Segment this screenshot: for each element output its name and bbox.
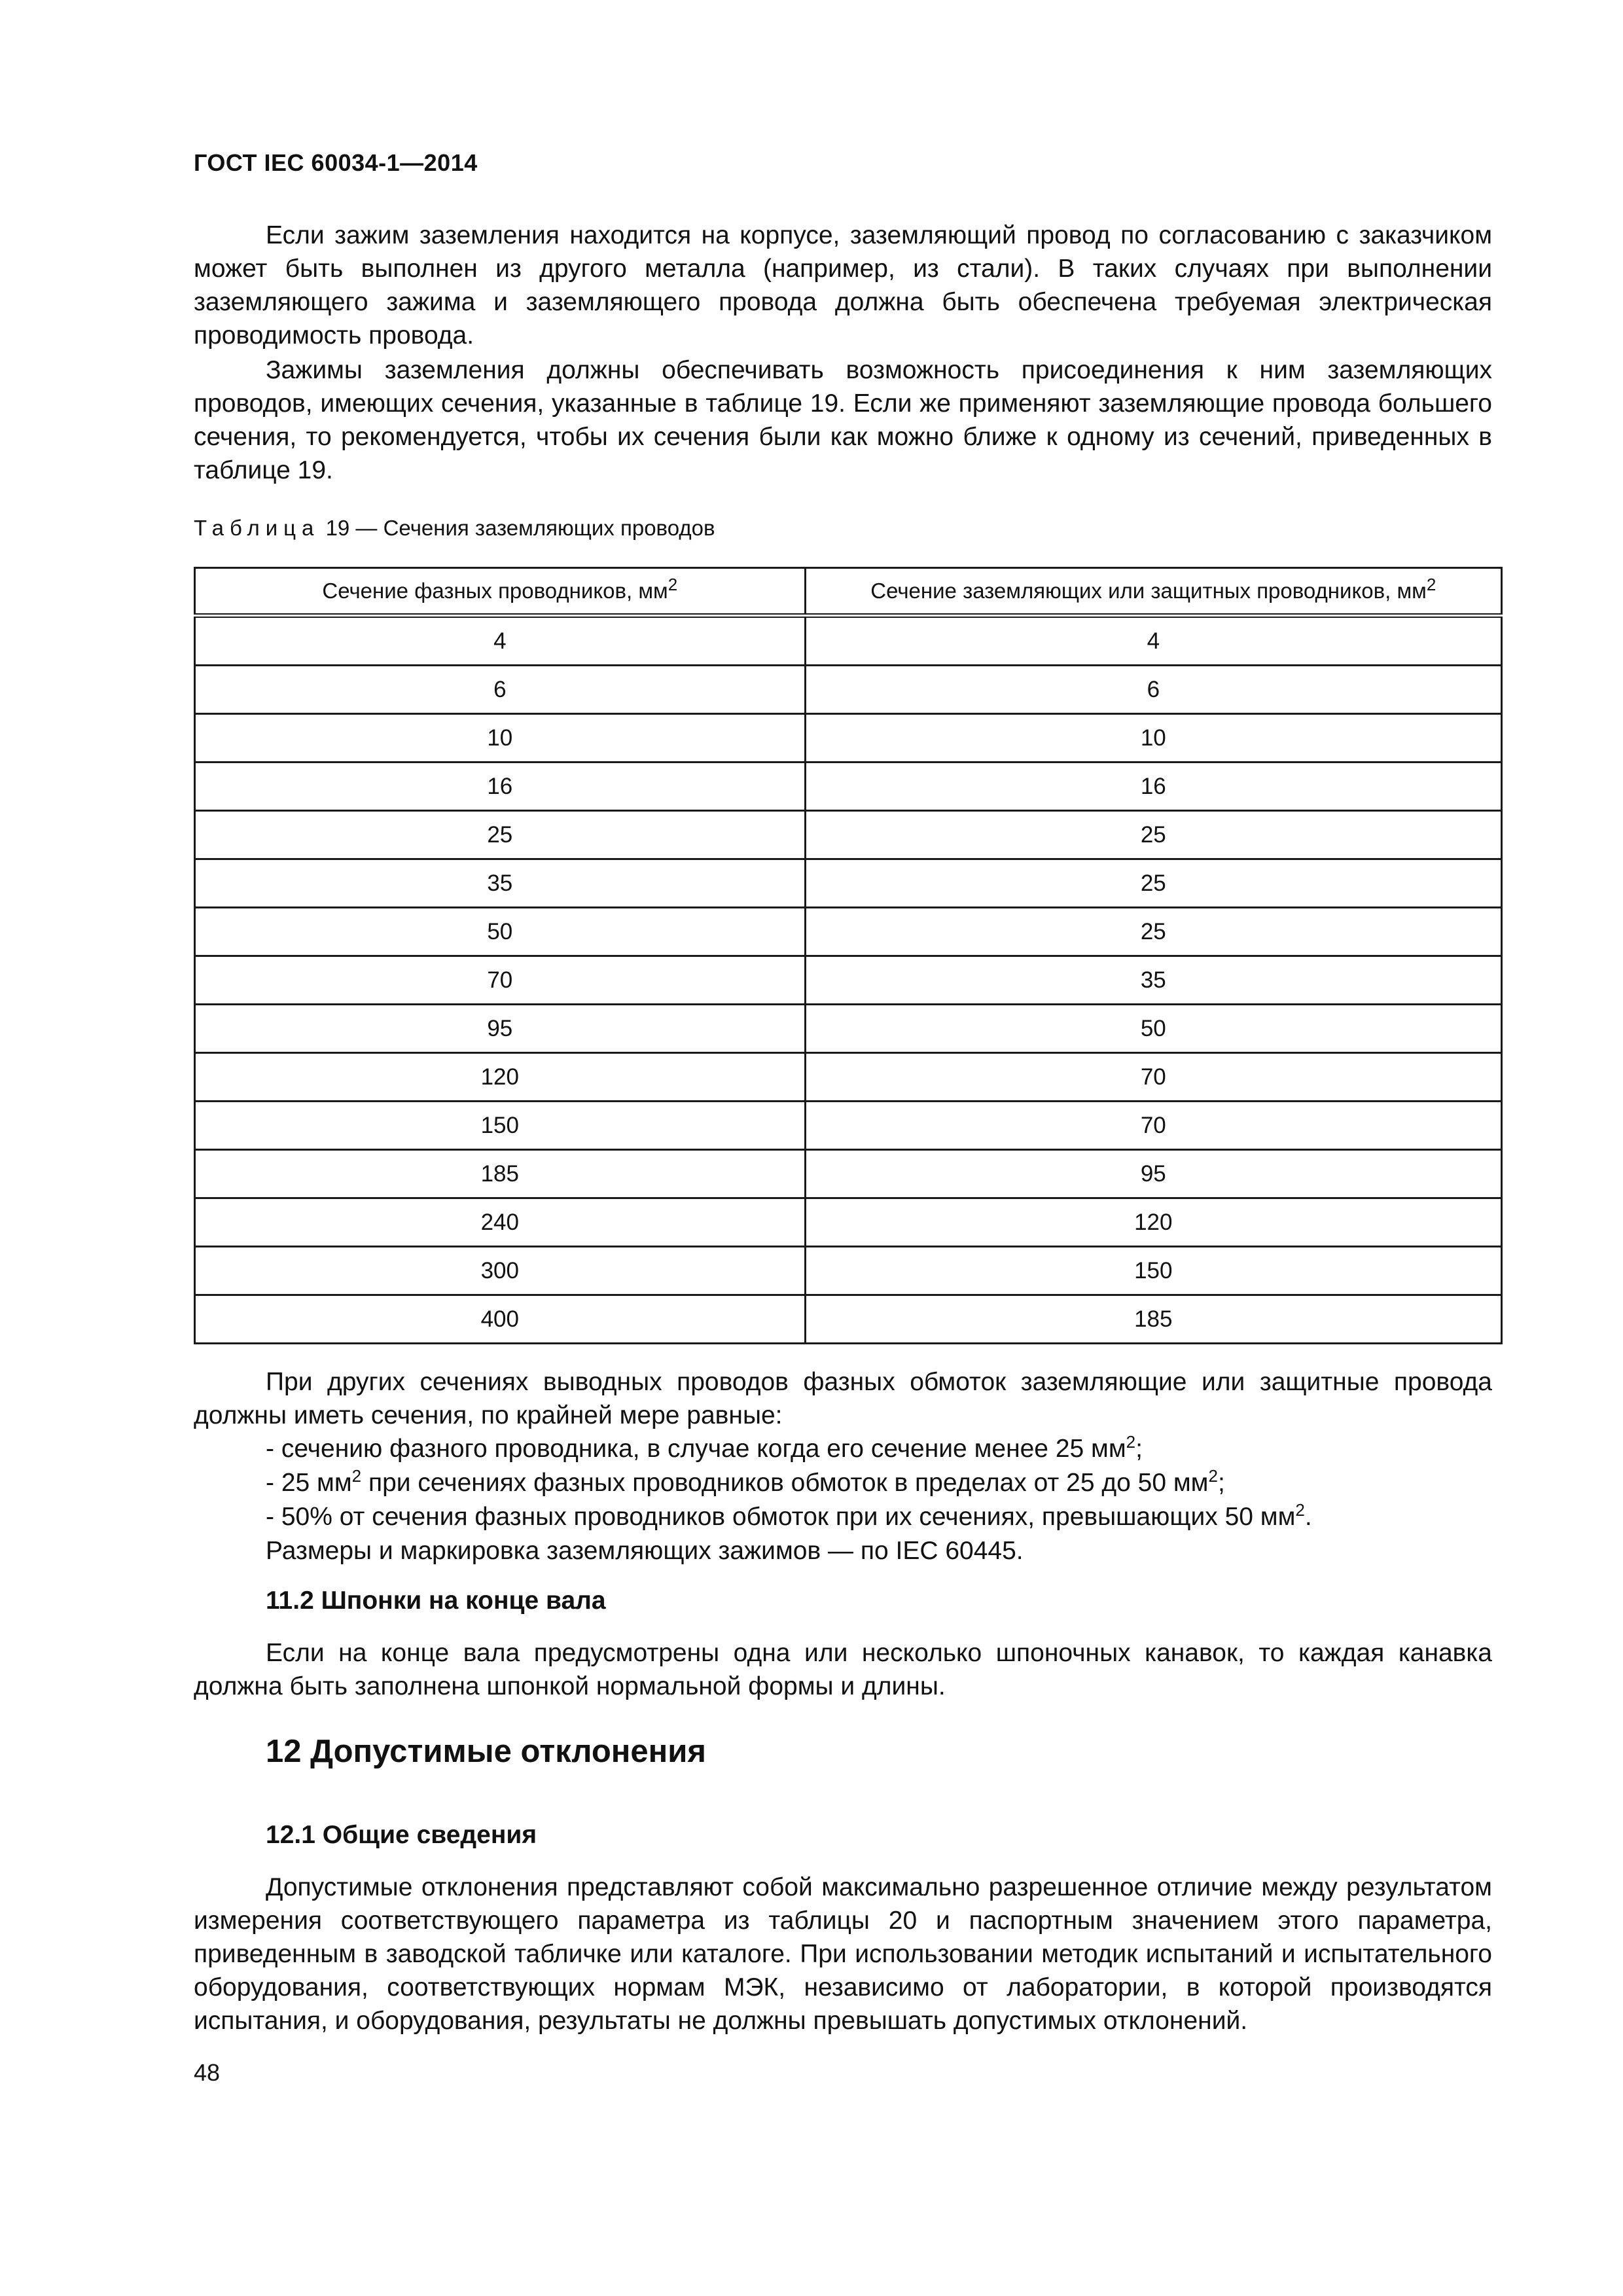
table-cell: 185: [805, 1295, 1501, 1344]
column-header-phase-text: Сечение фазных проводников, мм: [322, 579, 668, 603]
column-header-grounding: [805, 568, 1501, 616]
superscript: 2: [351, 1466, 362, 1486]
table-cell: 16: [195, 762, 806, 811]
superscript: 2: [1126, 1432, 1136, 1452]
superscript: 2: [668, 575, 678, 594]
grounding-conductor-table: [194, 567, 1503, 1344]
table-cell: 70: [805, 1053, 1501, 1102]
table-caption-text: 19 — Сечения заземляющих проводов: [325, 516, 715, 540]
table-row: [195, 1053, 1502, 1102]
table-caption: [194, 516, 715, 541]
section-heading-11-2: 11.2 Шпонки на конце вала: [266, 1587, 606, 1615]
table-cell: 25: [805, 811, 1501, 859]
table-cell: 70: [195, 956, 806, 1005]
table-cell: 4: [805, 616, 1501, 666]
table-cell: 25: [805, 859, 1501, 908]
table-cell: 95: [195, 1005, 806, 1053]
paragraph-other-sections: При других сечениях выводных проводов фазных обмоток заземляющие или защитные провода должны иметь сечения, по крайней мере равные:: [194, 1368, 1492, 1429]
table-row: [195, 1247, 1502, 1295]
table-cell: 120: [805, 1198, 1501, 1247]
table-cell: 50: [805, 1005, 1501, 1053]
table-row: [195, 762, 1502, 811]
table-cell: 10: [805, 714, 1501, 762]
table-cell: 16: [805, 762, 1501, 811]
table-header-row: [195, 568, 1502, 616]
table-row: [195, 956, 1502, 1005]
list-item-text: при сечениях фазных проводников обмоток в пределах от 25 до 50 мм: [361, 1469, 1209, 1497]
table-cell: 95: [805, 1150, 1501, 1198]
table-cell: 35: [195, 859, 806, 908]
list-item-text: - 50% от сечения фазных проводников обмоток при их сечениях, превышающих 50 мм: [266, 1503, 1296, 1531]
table-cell: 150: [195, 1102, 806, 1150]
table-row: [195, 666, 1502, 714]
paragraph-tolerances: Допустимые отклонения представляют собой максимально разрешенное отличие между результатом измерения соответствующего параметра из таблицы 20 и паспортным значением этого параметра, приведенным в заводской табличке или каталоге. При использовании методик испытаний и испытательного оборудования, соответствующих нормам МЭК, независимо от лаборатории, в которой производятся испытания, и оборудования, результаты не должны превышать допустимых отклонений.: [194, 1873, 1492, 2035]
superscript: 2: [1426, 575, 1436, 594]
table-cell: 10: [195, 714, 806, 762]
table-row: [195, 1150, 1502, 1198]
table-cell: 50: [195, 908, 806, 956]
paragraph-shaft-keys: Если на конце вала предусмотрены одна или несколько шпоночных канавок, то каждая канавка должна быть заполнена шпонкой нормальной формы и длины.: [194, 1639, 1492, 1700]
list-item: [266, 1432, 1143, 1465]
table-cell: 300: [195, 1247, 806, 1295]
table-cell: 6: [195, 666, 806, 714]
table-row: [195, 1295, 1502, 1344]
document-header: ГОСТ IEC 60034-1—2014: [194, 149, 478, 176]
marking-reference-line: Размеры и маркировка заземляющих зажимов — по IEC 60445.: [266, 1537, 1024, 1565]
list-item-text: ;: [1217, 1469, 1225, 1497]
table-row: [195, 908, 1502, 956]
table-cell: 185: [195, 1150, 806, 1198]
paragraph-grounding-case: Если зажим заземления находится на корпусе, заземляющий провод по согласованию с заказчиком может быть выполнен из другого металла (например, из стали). В таких случаях при выполнении заземляющего зажима и заземляющего провода должна быть обеспечена требуемая электрическая проводимость провода.: [194, 221, 1492, 350]
section-heading-12-1: 12.1 Общие сведения: [266, 1821, 537, 1849]
paragraph-grounding-terminals: Зажимы заземления должны обеспечивать возможность присоединения к ним заземляющих проводов, имеющих сечения, указанные в таблице 19. Если же применяют заземляющие провода большего сечения, то рекомендуется, чтобы их сечения были как можно ближе к одному из сечений, приведенных в таблице 19.: [194, 356, 1492, 484]
table-row: [195, 1198, 1502, 1247]
table-cell: 25: [805, 908, 1501, 956]
table-cell: 240: [195, 1198, 806, 1247]
column-header-grounding-text: Сечение заземляющих или защитных проводников, мм: [870, 579, 1427, 603]
list-item-text: - сечению фазного проводника, в случае когда его сечение менее 25 мм: [266, 1435, 1126, 1463]
table-cell: 150: [805, 1247, 1501, 1295]
table-row: [195, 811, 1502, 859]
column-header-phase: [195, 568, 806, 616]
page-number: 48: [194, 2059, 221, 2086]
table-row: [195, 714, 1502, 762]
table-cell: 25: [195, 811, 806, 859]
table-cell: 6: [805, 666, 1501, 714]
list-item-text: ;: [1135, 1435, 1143, 1463]
table-row: [195, 1102, 1502, 1150]
superscript: 2: [1208, 1466, 1218, 1486]
list-item: [266, 1500, 1312, 1534]
table-row: [195, 616, 1502, 666]
list-item: [266, 1466, 1225, 1499]
table-row: [195, 1005, 1502, 1053]
table-row: [195, 859, 1502, 908]
section-heading-12: 12 Допустимые отклонения: [266, 1734, 706, 1769]
superscript: 2: [1295, 1500, 1305, 1520]
table-cell: 400: [195, 1295, 806, 1344]
table-caption-label: Таблица: [194, 516, 320, 540]
table-cell: 120: [195, 1053, 806, 1102]
table-cell: 35: [805, 956, 1501, 1005]
list-item-text: - 25 мм: [266, 1469, 352, 1497]
table-cell: 70: [805, 1102, 1501, 1150]
table-cell: 4: [195, 616, 806, 666]
list-item-text: .: [1304, 1503, 1312, 1531]
